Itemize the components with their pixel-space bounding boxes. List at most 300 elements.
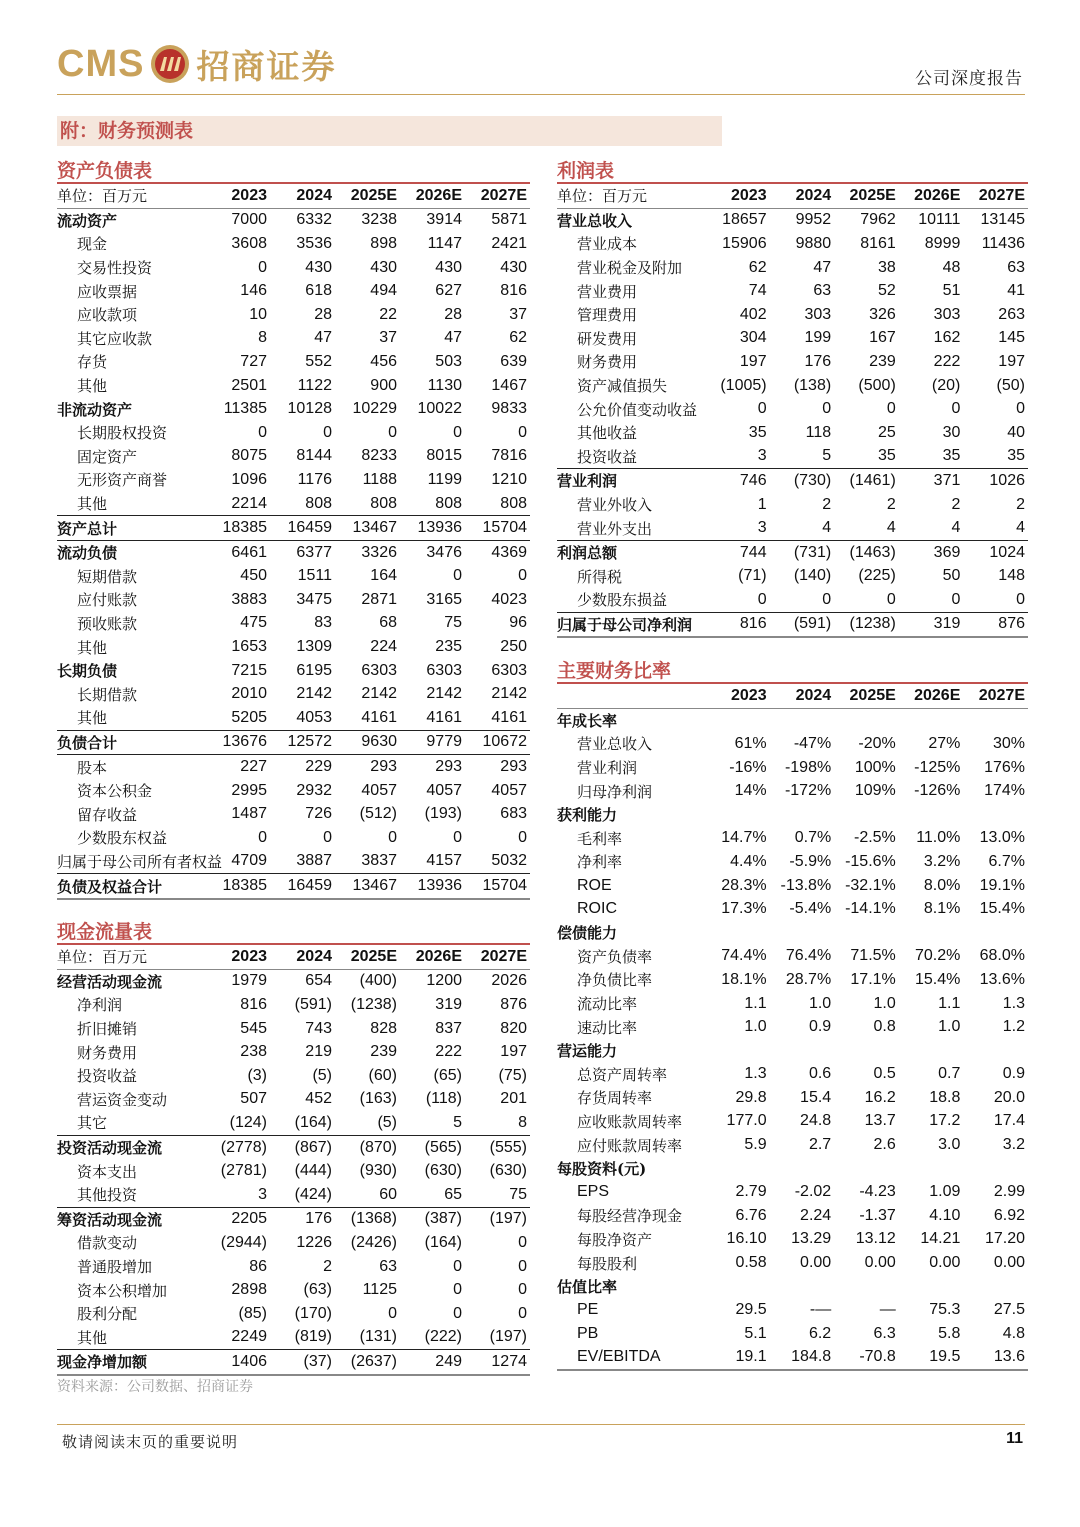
cell-value: 430 (500, 258, 527, 276)
cell-value: 1210 (491, 470, 527, 488)
row-label: 毛利率 (577, 829, 623, 848)
row-label: 留存收益 (77, 805, 138, 824)
cell-value: 6303 (361, 661, 397, 679)
cell-value: -13.8% (780, 876, 832, 894)
cell-value: 3476 (426, 543, 462, 561)
cell-value: 10111 (918, 211, 961, 229)
cell-value: 0 (518, 828, 527, 846)
row-label: 应付账款周转率 (577, 1136, 683, 1155)
year-header: 2024 (770, 684, 835, 708)
cell-value: 96 (509, 614, 527, 632)
cell-value: 164 (370, 567, 397, 585)
cell-value: 2871 (361, 590, 397, 608)
cell-value: 816 (240, 995, 267, 1013)
cell-value: 16459 (270, 874, 335, 899)
cell-value: 4161 (335, 706, 400, 730)
row-label: 估值比率 (557, 1278, 618, 1297)
cell-value: (2426) (350, 1233, 397, 1251)
table-row (57, 208, 530, 232)
cell-value: 3608 (231, 234, 267, 252)
cell-value: 19.1% (979, 876, 1025, 894)
cell-value: 197 (739, 352, 767, 370)
cell-value (834, 803, 899, 827)
cell-value: 227 (240, 758, 267, 776)
cell-value: 744 (739, 543, 767, 561)
cell-value: (930) (359, 1162, 397, 1180)
row-label: 筹资活动现金流 (57, 1210, 163, 1229)
cell-value: -2.5% (853, 829, 896, 847)
cell-value: -47% (793, 734, 832, 752)
table-row (557, 397, 1028, 421)
row-label: 营业利润 (577, 759, 638, 778)
table-row (57, 421, 530, 445)
cell-value: 6.92 (993, 1206, 1025, 1224)
cell-value: 5205 (205, 706, 270, 730)
cell-value: 1226 (296, 1233, 332, 1251)
cell-value: 222 (933, 352, 961, 370)
cell-value: 1274 (465, 1350, 530, 1375)
table-header-row (57, 184, 530, 208)
cell-value: 176 (305, 1210, 332, 1228)
row-label: 经营活动现金流 (57, 972, 163, 991)
cell-value: 1.0 (744, 1018, 767, 1036)
cell-value: 0 (705, 588, 770, 612)
table-row (557, 493, 1028, 517)
cell-value: 13.0% (979, 829, 1025, 847)
footer-divider (57, 1424, 1025, 1425)
cell-value: 0 (388, 423, 397, 441)
cell-value: 18.8 (929, 1088, 961, 1106)
table-row (557, 874, 1028, 898)
cell-value: 1026 (989, 471, 1025, 489)
row-label: 营运资金变动 (77, 1090, 168, 1109)
cell-value: 6.76 (735, 1206, 767, 1224)
cell-value: 14.7% (721, 829, 767, 847)
cell-value: 2214 (205, 492, 270, 516)
cell-value: 0.7% (794, 829, 832, 847)
cell-value: (444) (294, 1162, 332, 1180)
table-row (57, 1255, 530, 1279)
cell-value: 2249 (205, 1326, 270, 1350)
cell-value: 11385 (223, 400, 267, 418)
cell-value: 28.3% (721, 876, 767, 894)
row-label: 营业税金及附加 (577, 259, 683, 278)
table-row (557, 1204, 1028, 1228)
cell-value: 303 (933, 305, 961, 323)
cell-value: 47 (813, 258, 832, 276)
cell-value: 475 (240, 614, 267, 632)
cell-value: 13936 (400, 516, 465, 541)
cell-value: 8 (258, 329, 267, 347)
cell-value: 29.8 (735, 1088, 767, 1106)
row-label: EV/EBITDA (557, 1346, 705, 1371)
cell-value: 6303 (491, 661, 527, 679)
cell-value: 5.9 (744, 1136, 767, 1154)
cell-value: 293 (370, 758, 397, 776)
cell-value: 8.0% (923, 876, 961, 894)
row-label: 资产减值损失 (577, 377, 668, 396)
cell-value: 0 (518, 1233, 527, 1251)
table-row (557, 1039, 1028, 1063)
cell-value: 3165 (426, 590, 462, 608)
cell-value: 1309 (296, 638, 332, 656)
table-row (557, 516, 1028, 540)
cell-value: 2 (323, 1257, 332, 1275)
cell-value: 71.5% (850, 947, 896, 965)
cell-value: 4 (770, 516, 835, 540)
table-row (557, 827, 1028, 851)
row-label: 营业外收入 (577, 496, 653, 515)
cell-value: — (879, 1301, 896, 1319)
cell-value: 9833 (491, 400, 527, 418)
cell-value (899, 708, 964, 732)
table-row (557, 1110, 1028, 1134)
cell-value: 0 (899, 588, 964, 612)
cell-value: 1199 (427, 470, 462, 488)
table-row (557, 1157, 1028, 1181)
cell-value (899, 803, 964, 827)
row-label: 营业费用 (577, 282, 638, 301)
cell-value: 174% (984, 782, 1025, 800)
cell-value: 2 (822, 495, 832, 513)
cell-value: 2.24 (800, 1206, 832, 1224)
unit-label: 单位：百万元 (57, 184, 205, 208)
cell-value: 808 (335, 492, 400, 516)
cell-value: 5 (400, 1111, 465, 1135)
year-header: 2023 (705, 684, 770, 708)
cell-value: 6.2 (808, 1324, 832, 1342)
cell-value: 15.4% (979, 900, 1025, 918)
balance-sheet-title: 资产负债表 (57, 160, 153, 182)
cell-value: -5.4% (789, 900, 832, 918)
appendix-title: 附：财务预测表 (57, 116, 722, 146)
table-row (57, 659, 530, 683)
cell-value: 13467 (335, 516, 400, 541)
cell-value (770, 708, 835, 732)
cell-value: 65 (400, 1183, 465, 1207)
cell-value: 15906 (722, 234, 767, 252)
cell-value: 47 (444, 329, 462, 347)
cell-value: 1.1 (938, 994, 961, 1012)
row-label: 现金 (77, 235, 108, 254)
cell-value: 0 (518, 423, 527, 441)
cell-value: 2205 (231, 1210, 267, 1228)
cell-value: (71) (738, 567, 767, 585)
cell-value: 30 (942, 423, 961, 441)
cell-value: -70.8 (834, 1346, 899, 1371)
cell-value: 11436 (981, 234, 1025, 252)
table-row (57, 1017, 530, 1041)
cell-value: 52 (877, 282, 896, 300)
table-row (557, 945, 1028, 969)
cell-value: (500) (858, 376, 896, 394)
row-label: 营业外支出 (557, 516, 705, 540)
table-row (57, 1159, 530, 1183)
cell-value: 62 (748, 258, 767, 276)
table-row (557, 850, 1028, 874)
cell-value: (2637) (335, 1350, 400, 1375)
cell-value: 16.10 (726, 1230, 767, 1248)
cell-value: 820 (500, 1019, 527, 1037)
cell-value: 109% (854, 782, 896, 800)
table-row (557, 1251, 1028, 1275)
cell-value: -32.1% (845, 876, 896, 894)
table-header-row (557, 684, 1028, 708)
cell-value: (75) (498, 1066, 527, 1084)
cell-value: 239 (869, 352, 896, 370)
cell-value: 1096 (231, 470, 267, 488)
cell-value: -2.02 (794, 1183, 832, 1201)
year-header: 2023 (205, 184, 270, 208)
cell-value: 293 (500, 758, 527, 776)
row-label: 固定资产 (77, 447, 138, 466)
cell-value: 219 (305, 1043, 332, 1061)
cell-value: (222) (400, 1326, 465, 1350)
cell-value: 503 (435, 352, 462, 370)
table-row (557, 327, 1028, 351)
table-row (57, 516, 530, 541)
cell-value: (1368) (350, 1210, 397, 1228)
table-row (57, 779, 530, 803)
cell-value: 3883 (231, 590, 267, 608)
cell-value: 239 (370, 1043, 397, 1061)
cell-value (899, 1157, 964, 1181)
cell-value: 0 (453, 423, 462, 441)
cell-value: (512) (359, 805, 397, 823)
cell-value: 162 (933, 329, 961, 347)
cell-value: 1.0 (808, 994, 832, 1012)
cell-value: 293 (435, 758, 462, 776)
cell-value: 1979 (231, 972, 267, 990)
year-header: 2025E (834, 184, 899, 208)
cell-value: 74 (748, 282, 767, 300)
cell-value: (591) (770, 612, 835, 637)
cell-value: 13.29 (791, 1230, 832, 1248)
table-row (557, 1133, 1028, 1157)
cell-value: 63 (813, 282, 832, 300)
cell-value: 1188 (362, 470, 397, 488)
income-statement-title: 利润表 (557, 160, 615, 182)
cell-value: 68 (379, 614, 397, 632)
row-label: 营业利润 (557, 472, 618, 491)
row-label: ROE (577, 876, 612, 894)
table-row (57, 1135, 530, 1159)
cell-value: 61% (734, 734, 767, 752)
cell-value: 74.4% (721, 947, 767, 965)
cell-value: 0 (518, 1257, 527, 1275)
cell-value: 10 (249, 305, 267, 323)
row-label: 其他 (57, 492, 205, 516)
cell-value: 0 (518, 1304, 527, 1322)
year-header: 2024 (270, 945, 335, 969)
cell-value: 326 (869, 305, 896, 323)
table-row (57, 1183, 530, 1207)
cell-value: (170) (294, 1304, 332, 1322)
cell-value: 4057 (491, 781, 527, 799)
table-row (57, 1064, 530, 1088)
page-header (57, 36, 1025, 98)
cell-value: 4 (899, 516, 964, 540)
row-label: 普通股增加 (77, 1258, 153, 1277)
cell-value: 27.5 (993, 1301, 1025, 1319)
cell-value: -126% (914, 782, 961, 800)
cell-value: 197 (998, 352, 1025, 370)
cell-value: 4161 (465, 706, 530, 730)
cell-value: 2932 (296, 781, 332, 799)
row-label: 获利能力 (557, 806, 618, 825)
row-label: 无形资产商誉 (77, 471, 168, 490)
cell-value: 5 (770, 445, 835, 469)
row-label: 长期负债 (57, 662, 118, 681)
cell-value: (870) (359, 1138, 397, 1156)
cell-value: 3238 (361, 211, 397, 229)
cell-value: 7215 (231, 661, 267, 679)
row-label: 资本支出 (77, 1162, 138, 1181)
table-row (57, 540, 530, 564)
cell-value: (2781) (220, 1162, 267, 1180)
table-row (57, 492, 530, 516)
cell-value: 2 (951, 495, 961, 513)
cell-value: 16.2 (864, 1088, 896, 1106)
cell-value: 746 (739, 471, 767, 489)
cell-value: 201 (500, 1090, 527, 1108)
row-label: 其他 (77, 638, 108, 657)
cell-value: 8233 (361, 447, 397, 465)
cell-value: 8075 (231, 447, 267, 465)
cell-value: 6332 (296, 211, 332, 229)
cell-value: 2.7 (808, 1136, 832, 1154)
cell-value: 70.2% (915, 947, 961, 965)
cell-value: 1487 (231, 805, 267, 823)
row-label: 净负债比率 (577, 971, 653, 990)
cell-value: 235 (435, 638, 462, 656)
cell-value (899, 921, 964, 945)
cell-value: 430 (370, 258, 397, 276)
cell-value: 6195 (296, 661, 332, 679)
unit-label: 单位：百万元 (557, 184, 705, 208)
cell-value (834, 921, 899, 945)
cell-value: 0 (757, 400, 767, 418)
cell-value: 1024 (989, 543, 1025, 561)
row-label: 营运能力 (557, 1042, 618, 1061)
cell-value: 19.1 (705, 1346, 770, 1371)
table-row (57, 802, 530, 826)
cell-value: 1130 (427, 376, 462, 394)
cell-value (963, 708, 1028, 732)
row-label: 负债合计 (57, 730, 205, 755)
cell-value (834, 708, 899, 732)
year-header: 2025E (335, 945, 400, 969)
cell-value: 2 (886, 495, 896, 513)
year-header: 2025E (834, 684, 899, 708)
cell-value: 35 (963, 445, 1028, 469)
cell-value: 898 (370, 234, 397, 252)
cell-value: 14% (734, 782, 767, 800)
cell-value: 11.0% (916, 829, 961, 847)
cell-value: (118) (425, 1090, 462, 1108)
row-label: 归母净利润 (577, 782, 653, 801)
cell-value: 48 (942, 258, 961, 276)
cell-value: 828 (370, 1019, 397, 1037)
row-label: 短期借款 (77, 567, 138, 586)
cell-value: -14.1% (845, 900, 896, 918)
table-row (557, 992, 1028, 1016)
row-label: 资产负债率 (577, 947, 653, 966)
cell-value: 28 (444, 305, 462, 323)
cell-value: 3.2% (923, 852, 961, 870)
cell-value: 13467 (335, 874, 400, 899)
cell-value (963, 1039, 1028, 1063)
cell-value: 3536 (296, 234, 332, 252)
row-label: 资产总计 (57, 516, 205, 541)
cell-value: 0 (258, 423, 267, 441)
table-row (557, 1298, 1028, 1322)
year-header: 2023 (705, 184, 770, 208)
cell-value: 75 (444, 614, 462, 632)
cell-value: 319 (435, 995, 462, 1013)
header-divider (57, 94, 1025, 95)
cell-value: (60) (368, 1066, 397, 1084)
cell-value: -— (809, 1301, 832, 1319)
cell-value: (555) (489, 1138, 527, 1156)
cell-value: 456 (370, 352, 397, 370)
cell-value: 876 (963, 612, 1028, 637)
logo-text-cn: 招商证券 (196, 46, 337, 86)
cell-value: 1176 (297, 470, 332, 488)
row-label: 流动负债 (57, 544, 118, 563)
row-label: EPS (577, 1183, 610, 1201)
cell-value: 4057 (426, 781, 462, 799)
cell-value: (2944) (220, 1233, 267, 1251)
cell-value (963, 1275, 1028, 1299)
row-label: 借款变动 (77, 1234, 138, 1253)
row-label: 归属于母公司净利润 (557, 612, 705, 637)
cell-value: 75.3 (929, 1301, 961, 1319)
cell-value: 0.00 (993, 1254, 1025, 1272)
cell-value: (731) (793, 543, 832, 561)
cell-value: 4023 (491, 590, 527, 608)
cell-value: 12572 (270, 730, 335, 755)
cell-value: (387) (424, 1210, 462, 1228)
cell-value: 0.58 (735, 1254, 767, 1272)
row-label: 现金净增加额 (57, 1350, 205, 1375)
cell-value: 63 (379, 1257, 397, 1275)
cell-value (705, 1157, 770, 1181)
logo-mark-icon (150, 44, 190, 84)
cell-value: 6461 (231, 543, 267, 561)
table-row (557, 897, 1028, 921)
table-row (557, 612, 1028, 637)
cell-value: (65) (433, 1066, 462, 1084)
cell-value: 0 (258, 828, 267, 846)
cell-value: 25 (877, 423, 896, 441)
cell-value: 4161 (400, 706, 465, 730)
cell-value: 8 (465, 1111, 530, 1135)
year-header: 2024 (270, 184, 335, 208)
table-row (57, 850, 530, 874)
cell-value: 743 (305, 1019, 332, 1037)
cell-value: 27% (928, 734, 961, 752)
table-row (557, 588, 1028, 612)
cell-value: (819) (270, 1326, 335, 1350)
cell-value: 545 (240, 1019, 267, 1037)
cell-value: 430 (435, 258, 462, 276)
row-label: 营业成本 (577, 235, 638, 254)
table-row (57, 993, 530, 1017)
row-label: 财务费用 (577, 353, 638, 372)
row-label: 其它应收款 (77, 329, 153, 348)
cell-value: 816 (705, 612, 770, 637)
